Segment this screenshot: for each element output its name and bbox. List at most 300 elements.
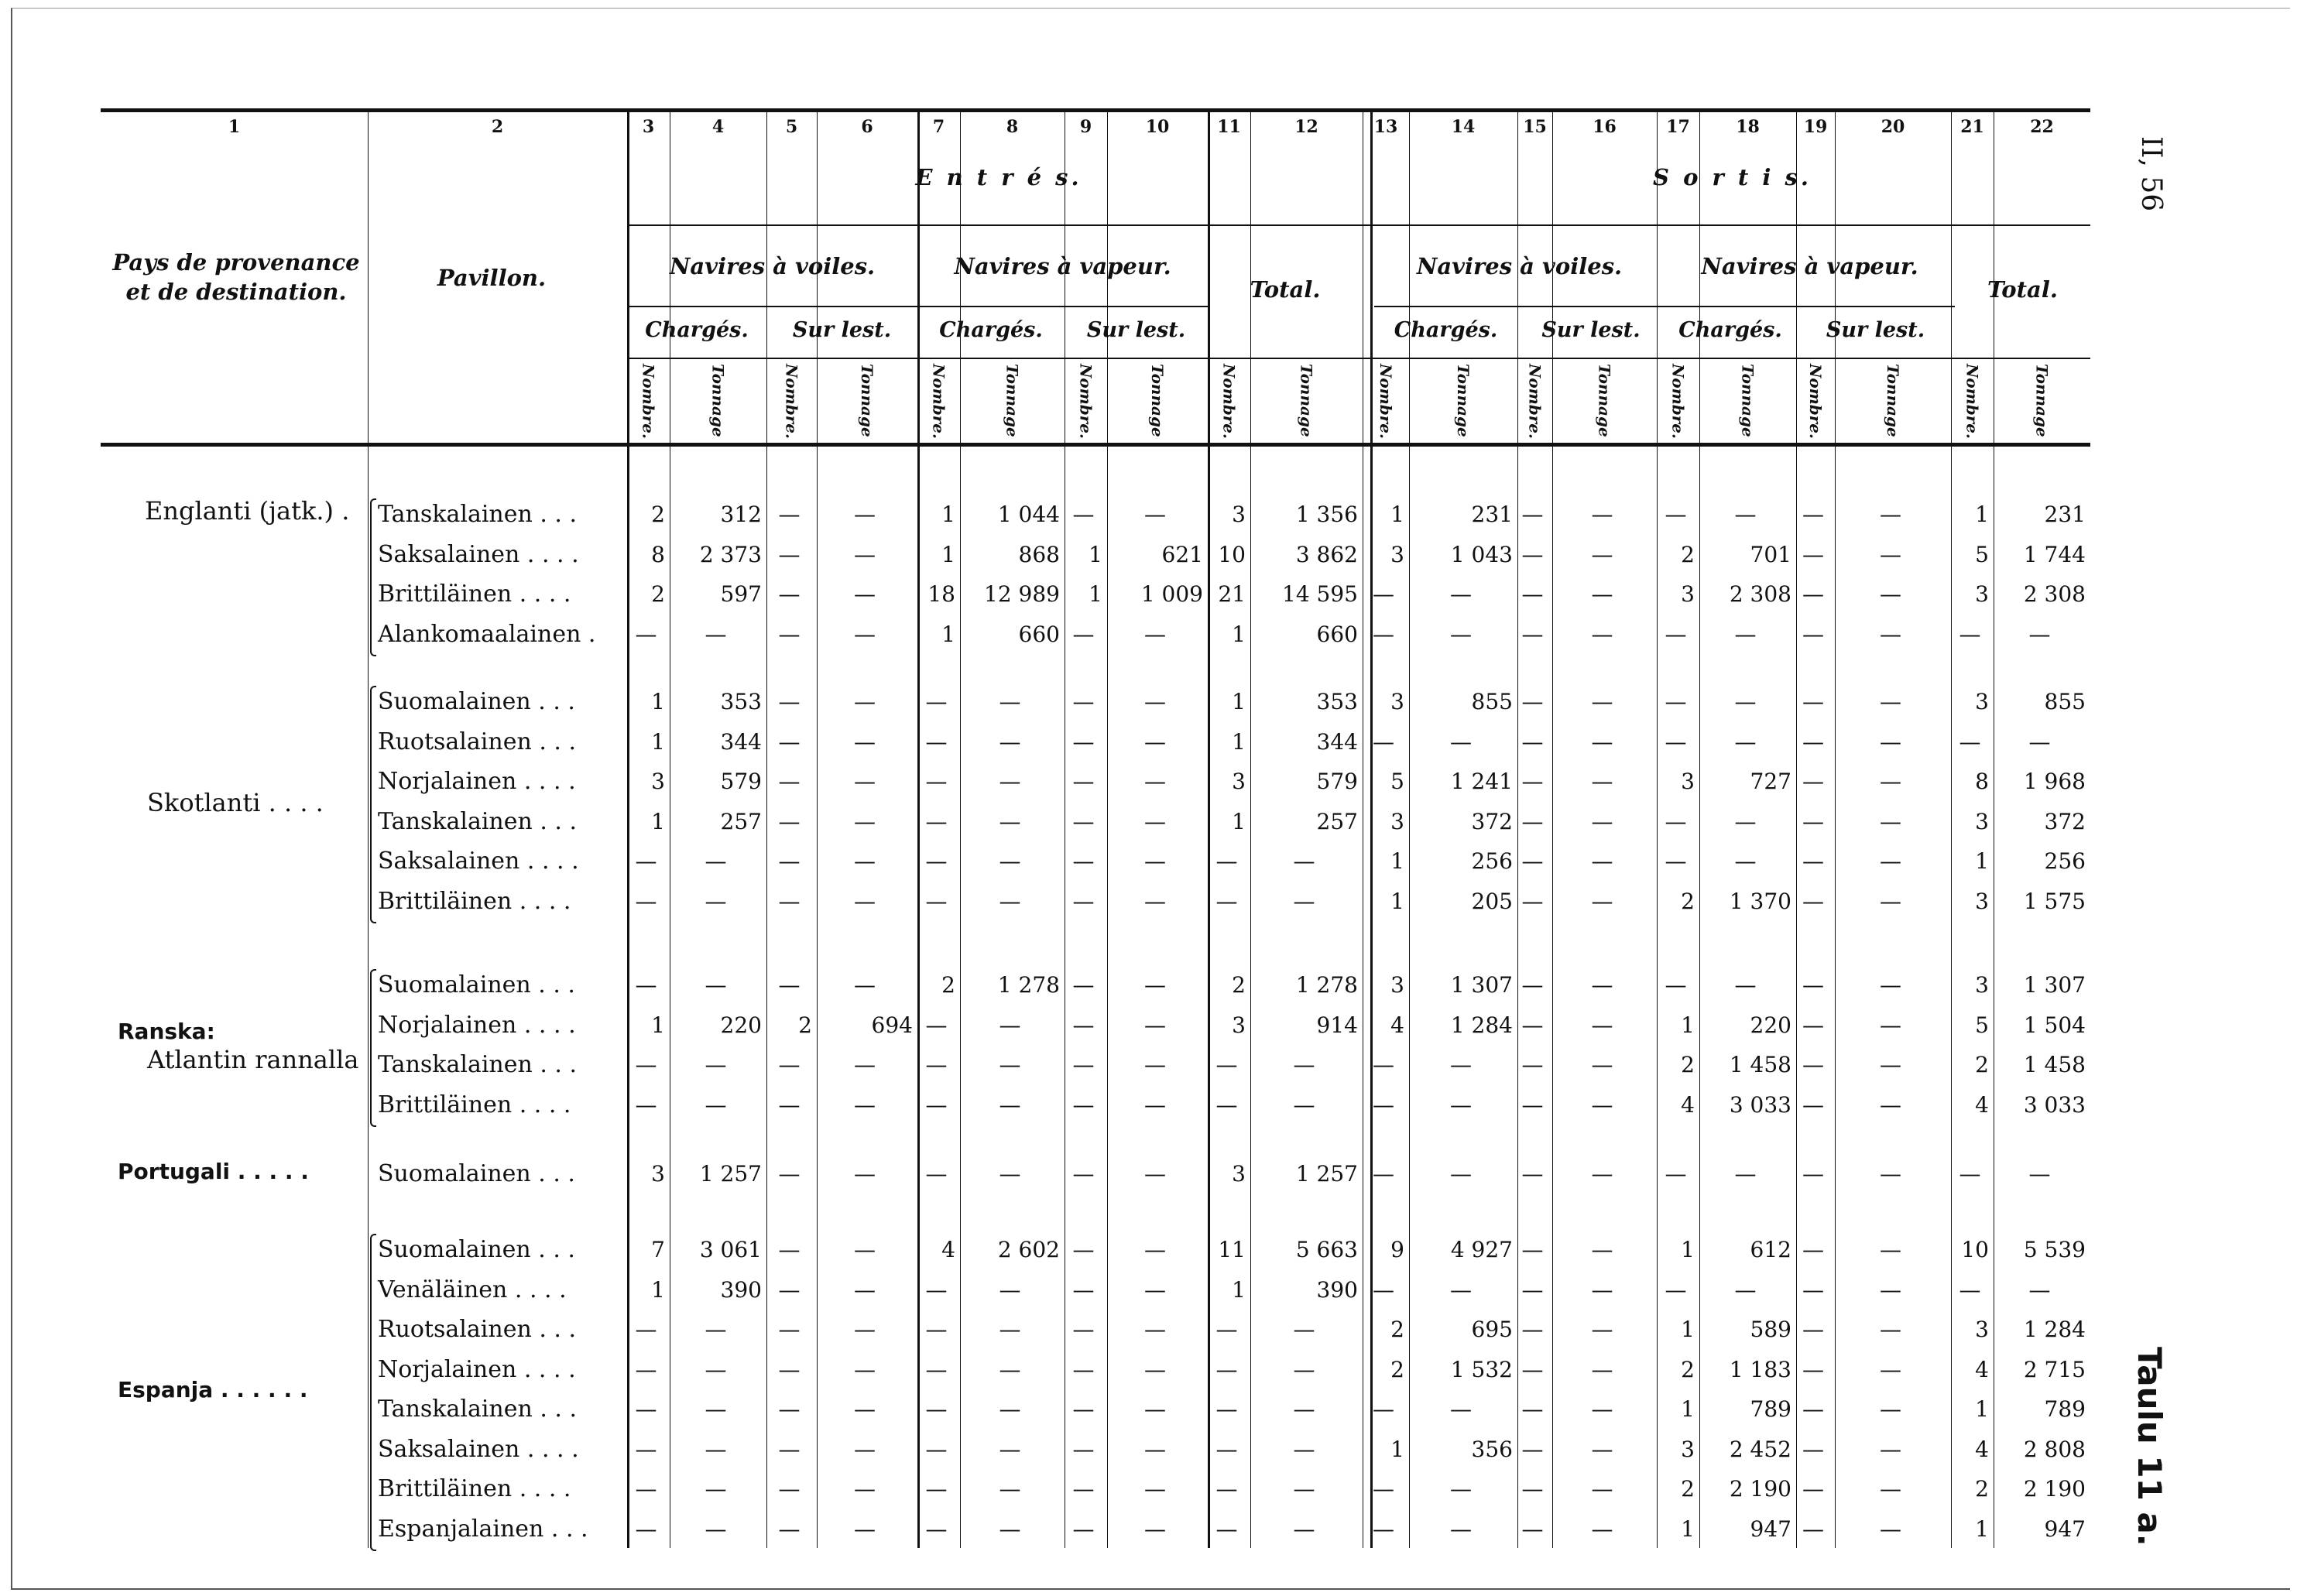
table-cell: — bbox=[1880, 848, 1901, 874]
table-cell: — bbox=[1215, 1396, 1238, 1422]
table-cell: 205 bbox=[1471, 888, 1513, 914]
table-cell: — bbox=[1802, 502, 1824, 527]
table-cell: 344 bbox=[720, 728, 762, 755]
table-cell: — bbox=[705, 848, 727, 874]
table-cell: — bbox=[1880, 1012, 1901, 1038]
flag-label: Suomalainen . . . bbox=[378, 688, 575, 715]
table-cell: — bbox=[635, 621, 657, 647]
table-cell: 3 bbox=[1681, 581, 1695, 607]
table-cell: — bbox=[854, 1052, 876, 1077]
table-cell: 1 bbox=[1089, 541, 1102, 567]
table-cell: — bbox=[778, 621, 801, 647]
table-cell: — bbox=[705, 972, 727, 998]
table-cell: — bbox=[1072, 808, 1095, 834]
table-cell: — bbox=[1521, 541, 1544, 567]
table-cell: — bbox=[1373, 728, 1394, 755]
table-cell: — bbox=[778, 1091, 801, 1118]
table-label: Taulu 11 a. bbox=[2131, 1347, 2169, 1546]
table-cell: — bbox=[1665, 502, 1687, 527]
table-cell: — bbox=[1215, 888, 1238, 914]
table-cell: — bbox=[1880, 1396, 1901, 1422]
table-cell: 1 307 bbox=[2023, 972, 2086, 998]
table-cell: 1 bbox=[1681, 1317, 1695, 1342]
table-cell: 4 bbox=[1975, 1436, 1989, 1462]
table-cell: — bbox=[1521, 1516, 1544, 1542]
table-cell: — bbox=[1293, 888, 1315, 914]
table-cell: 1 284 bbox=[1450, 1012, 1513, 1038]
table-cell: — bbox=[1072, 1091, 1095, 1118]
table-cell: — bbox=[778, 808, 801, 834]
table-cell: — bbox=[1959, 728, 1981, 755]
table-cell: — bbox=[778, 689, 801, 714]
table-cell: 14 595 bbox=[1282, 581, 1358, 607]
flag-label: Suomalainen . . . bbox=[378, 971, 575, 998]
table-cell: — bbox=[1880, 1317, 1901, 1342]
table-cell: — bbox=[1144, 1012, 1166, 1038]
table-cell: 4 bbox=[1390, 1012, 1404, 1038]
table-cell: 868 bbox=[1018, 541, 1060, 567]
table-cell: — bbox=[778, 1237, 801, 1262]
table-cell: — bbox=[1144, 848, 1166, 874]
table-cell: 1 532 bbox=[1450, 1356, 1513, 1382]
subheader-count: Nombre. bbox=[929, 364, 948, 439]
column-number: 5 bbox=[785, 117, 798, 137]
column-number: 14 bbox=[1451, 117, 1476, 137]
table-cell: 220 bbox=[1750, 1012, 1791, 1038]
table-cell: 1 bbox=[1390, 1436, 1404, 1462]
table-cell: — bbox=[1521, 1237, 1544, 1262]
table-cell: — bbox=[1144, 621, 1166, 647]
subheader-tonnage: Tonnage bbox=[1738, 364, 1757, 437]
table-cell: — bbox=[854, 972, 876, 998]
table-cell: — bbox=[1665, 848, 1687, 874]
table-cell: — bbox=[1802, 689, 1824, 714]
table-cell: — bbox=[1072, 728, 1095, 755]
table-cell: — bbox=[705, 1317, 727, 1342]
table-cell: — bbox=[1802, 888, 1824, 914]
table-cell: 2 bbox=[1390, 1317, 1404, 1342]
table-cell: 1 bbox=[1232, 728, 1246, 755]
flag-label: Norjalainen . . . . bbox=[378, 768, 576, 795]
table-cell: — bbox=[1072, 1317, 1095, 1342]
table-cell: 257 bbox=[1316, 808, 1358, 834]
table-cell: — bbox=[1450, 1516, 1472, 1542]
column-number: 20 bbox=[1881, 117, 1905, 137]
column-number: 10 bbox=[1145, 117, 1170, 137]
header-departures-total: Total. bbox=[1987, 276, 2058, 303]
table-cell: — bbox=[1072, 689, 1095, 714]
table-cell: — bbox=[1072, 1161, 1095, 1187]
table-cell: — bbox=[1072, 502, 1095, 527]
table-cell: 372 bbox=[1471, 808, 1513, 834]
table-cell: 701 bbox=[1750, 541, 1791, 567]
table-cell: — bbox=[1072, 1436, 1095, 1462]
table-cell: — bbox=[1072, 769, 1095, 794]
table-cell: 1 968 bbox=[2023, 769, 2086, 794]
table-cell: — bbox=[854, 1237, 876, 1262]
country-sublabel: Atlantin rannalla bbox=[147, 1045, 359, 1074]
table-cell: 1 bbox=[1089, 581, 1102, 607]
table-cell: — bbox=[635, 1476, 657, 1502]
table-cell: — bbox=[1215, 1516, 1238, 1542]
table-cell: 257 bbox=[720, 808, 762, 834]
table-cell: — bbox=[999, 808, 1021, 834]
table-cell: — bbox=[778, 502, 801, 527]
table-cell: — bbox=[1521, 1396, 1544, 1422]
table-cell: — bbox=[1144, 1396, 1166, 1422]
flag-label: Saksalainen . . . . bbox=[378, 540, 579, 568]
table-cell: 3 bbox=[651, 1161, 665, 1187]
table-cell: 1 504 bbox=[2023, 1012, 2086, 1038]
table-cell: 2 bbox=[1681, 1356, 1695, 1382]
table-cell: — bbox=[999, 1052, 1021, 1077]
table-cell: — bbox=[854, 808, 876, 834]
table-cell: — bbox=[1802, 1516, 1824, 1542]
table-cell: — bbox=[635, 1516, 657, 1542]
flag-label: Brittiläinen . . . . bbox=[378, 581, 571, 608]
country-label: Espanja . . . . . . bbox=[118, 1377, 308, 1402]
table-cell: — bbox=[635, 1091, 657, 1118]
table-cell: 1 bbox=[1681, 1237, 1695, 1262]
table-cell: 2 bbox=[1390, 1356, 1404, 1382]
table-cell: 1 bbox=[941, 621, 955, 647]
flag-label: Tanskalainen . . . bbox=[378, 1051, 578, 1078]
table-cell: 1 356 bbox=[1295, 502, 1358, 527]
table-cell: — bbox=[1880, 888, 1901, 914]
table-cell: — bbox=[705, 1091, 727, 1118]
table-cell: 855 bbox=[2044, 689, 2086, 714]
table-cell: 3 bbox=[1975, 581, 1989, 607]
table-cell: — bbox=[999, 1356, 1021, 1382]
flag-label: Norjalainen . . . . bbox=[378, 1011, 576, 1039]
table-cell: 3 bbox=[1390, 689, 1404, 714]
column-number: 2 bbox=[491, 117, 504, 137]
table-cell: 353 bbox=[1316, 689, 1358, 714]
table-cell: — bbox=[1072, 888, 1095, 914]
subheader-count: Nombre. bbox=[1806, 364, 1825, 439]
table-cell: — bbox=[1144, 808, 1166, 834]
table-cell: — bbox=[1665, 972, 1687, 998]
table-cell: — bbox=[1450, 1091, 1472, 1118]
table-cell: — bbox=[925, 888, 948, 914]
table-cell: — bbox=[1734, 1276, 1757, 1303]
table-cell: 220 bbox=[720, 1012, 762, 1038]
table-cell: — bbox=[1880, 621, 1901, 647]
table-cell: — bbox=[1144, 1476, 1166, 1502]
table-cell: — bbox=[1591, 1091, 1613, 1118]
table-cell: — bbox=[1591, 581, 1613, 607]
table-cell: 1 458 bbox=[1729, 1052, 1791, 1077]
column-number: 21 bbox=[1960, 117, 1984, 137]
table-cell: 1 bbox=[651, 1276, 665, 1303]
column-number: 7 bbox=[932, 117, 945, 137]
country-label: Portugali . . . . . bbox=[118, 1159, 309, 1184]
table-cell: 1 bbox=[1390, 502, 1404, 527]
table-cell: — bbox=[1293, 1516, 1315, 1542]
table-cell: — bbox=[1293, 1356, 1315, 1382]
flag-label: Tanskalainen . . . bbox=[378, 1396, 578, 1423]
table-cell: — bbox=[635, 1052, 657, 1077]
table-cell: — bbox=[1880, 541, 1901, 567]
table-cell: 8 bbox=[651, 541, 665, 567]
table-cell: 3 bbox=[1975, 808, 1989, 834]
table-cell: 1 bbox=[1975, 1396, 1989, 1422]
table-cell: — bbox=[635, 848, 657, 874]
table-cell: — bbox=[1144, 502, 1166, 527]
group-brace bbox=[370, 969, 376, 1127]
table-cell: — bbox=[1591, 1317, 1613, 1342]
table-cell: — bbox=[1802, 1436, 1824, 1462]
table-cell: — bbox=[1802, 1012, 1824, 1038]
table-cell: — bbox=[925, 1052, 948, 1077]
table-cell: — bbox=[925, 1516, 948, 1542]
table-cell: 2 bbox=[651, 502, 665, 527]
table-cell: — bbox=[1144, 1356, 1166, 1382]
table-cell: 1 bbox=[651, 728, 665, 755]
group-header-rule bbox=[627, 224, 2090, 226]
table-cell: 3 bbox=[1681, 1436, 1695, 1462]
table-cell: — bbox=[1450, 581, 1472, 607]
column-number: 22 bbox=[2030, 117, 2054, 137]
table-cell: — bbox=[1802, 581, 1824, 607]
table-cell: 3 bbox=[1390, 541, 1404, 567]
table-cell: 256 bbox=[2044, 848, 2086, 874]
table-cell: — bbox=[999, 689, 1021, 714]
table-cell: — bbox=[1665, 728, 1687, 755]
subheader-tonnage: Tonnage bbox=[1297, 364, 1316, 437]
table-cell: — bbox=[854, 848, 876, 874]
table-cell: 727 bbox=[1750, 769, 1791, 794]
table-cell: 855 bbox=[1471, 689, 1513, 714]
table-cell: — bbox=[925, 1396, 948, 1422]
column-number: 15 bbox=[1523, 117, 1547, 137]
table-cell: — bbox=[1144, 1436, 1166, 1462]
table-cell: 2 715 bbox=[2023, 1356, 2086, 1382]
subheader-ballast: Sur lest. bbox=[1541, 318, 1641, 342]
table-cell: 2 bbox=[1681, 1476, 1695, 1502]
subheader-loaded: Chargés. bbox=[645, 318, 749, 342]
subheader-rule bbox=[1374, 306, 1665, 307]
group-brace bbox=[370, 498, 376, 656]
table-cell: — bbox=[1373, 621, 1394, 647]
table-cell: — bbox=[1591, 689, 1613, 714]
flag-label: Suomalainen . . . bbox=[378, 1160, 575, 1187]
table-cell: — bbox=[1880, 1436, 1901, 1462]
table-cell: — bbox=[999, 888, 1021, 914]
flag-label: Brittiläinen . . . . bbox=[378, 1475, 571, 1502]
subheader-count: Nombre. bbox=[1377, 364, 1395, 439]
header-entries-total: Total. bbox=[1250, 276, 1321, 303]
table-cell: 21 bbox=[1218, 581, 1246, 607]
table-cell: 1 575 bbox=[2023, 888, 2086, 914]
header-departures-steam: Navires à vapeur. bbox=[1701, 253, 1918, 279]
subheader-ballast: Sur lest. bbox=[1826, 318, 1925, 342]
table-cell: — bbox=[1591, 621, 1613, 647]
table-cell: 2 308 bbox=[1729, 581, 1791, 607]
table-cell: 579 bbox=[720, 769, 762, 794]
table-cell: 3 bbox=[1232, 1161, 1246, 1187]
table-cell: 12 989 bbox=[984, 581, 1060, 607]
table-cell: — bbox=[1373, 1091, 1394, 1118]
table-cell: — bbox=[1802, 1396, 1824, 1422]
table-cell: — bbox=[705, 1516, 727, 1542]
table-cell: 3 bbox=[1232, 1012, 1246, 1038]
table-cell: — bbox=[1293, 1396, 1315, 1422]
table-cell: — bbox=[1665, 621, 1687, 647]
subheader-tonnage: Tonnage bbox=[1884, 364, 1902, 437]
table-cell: — bbox=[1802, 728, 1824, 755]
table-cell: — bbox=[1802, 1091, 1824, 1118]
header-flag bbox=[364, 263, 619, 293]
table-cell: — bbox=[1521, 689, 1544, 714]
table-cell: — bbox=[705, 1396, 727, 1422]
table-cell: — bbox=[1521, 502, 1544, 527]
page-reference: II, 56 bbox=[2135, 136, 2167, 212]
column-number: 1 bbox=[228, 117, 241, 137]
table-cell: 3 bbox=[1390, 972, 1404, 998]
table-cell: — bbox=[778, 1356, 801, 1382]
table-cell: — bbox=[778, 888, 801, 914]
table-cell: 11 bbox=[1218, 1237, 1246, 1262]
table-cell: — bbox=[1450, 621, 1472, 647]
subheader-tonnage: Tonnage bbox=[858, 364, 876, 437]
table-cell: — bbox=[1521, 1161, 1544, 1187]
table-cell: — bbox=[1591, 972, 1613, 998]
table-cell: — bbox=[1072, 1276, 1095, 1303]
table-cell: — bbox=[1591, 1356, 1613, 1382]
table-cell: — bbox=[2028, 1276, 2051, 1303]
column-number: 6 bbox=[861, 117, 873, 137]
table-cell: 1 bbox=[1681, 1516, 1695, 1542]
table-cell: 353 bbox=[720, 689, 762, 714]
group-brace bbox=[370, 1234, 376, 1551]
table-cell: 5 bbox=[1975, 541, 1989, 567]
table-cell: — bbox=[925, 1356, 948, 1382]
column-number: 18 bbox=[1736, 117, 1760, 137]
table-cell: 1 bbox=[651, 1012, 665, 1038]
table-cell: — bbox=[925, 1091, 948, 1118]
column-number: 11 bbox=[1217, 117, 1241, 137]
table-cell: 3 bbox=[1975, 689, 1989, 714]
table-cell: — bbox=[778, 1476, 801, 1502]
table-cell: 4 bbox=[1975, 1356, 1989, 1382]
table-cell: 1 bbox=[1232, 621, 1246, 647]
column-number: 9 bbox=[1079, 117, 1092, 137]
table-cell: — bbox=[1880, 1476, 1901, 1502]
table-cell: — bbox=[1293, 1052, 1315, 1077]
table-cell: — bbox=[1734, 848, 1757, 874]
column-number: 12 bbox=[1294, 117, 1318, 137]
table-cell: — bbox=[1144, 1317, 1166, 1342]
table-cell: — bbox=[1802, 541, 1824, 567]
table-cell: — bbox=[778, 1396, 801, 1422]
table-cell: 621 bbox=[1161, 541, 1203, 567]
table-cell: — bbox=[1591, 728, 1613, 755]
subheader-count: Nombre. bbox=[639, 364, 658, 439]
table-cell: 612 bbox=[1750, 1237, 1791, 1262]
country-label: Ranska: bbox=[118, 1019, 215, 1044]
table-cell: — bbox=[1215, 1091, 1238, 1118]
table-cell: 3 bbox=[1975, 888, 1989, 914]
table-cell: — bbox=[1880, 972, 1901, 998]
table-cell: 3 033 bbox=[1729, 1091, 1791, 1118]
table-cell: 1 284 bbox=[2023, 1317, 2086, 1342]
subheader-count: Nombre. bbox=[1668, 364, 1688, 439]
table-cell: — bbox=[925, 689, 948, 714]
table-cell: 789 bbox=[1750, 1396, 1791, 1422]
table-cell: — bbox=[1880, 502, 1901, 527]
table-cell: — bbox=[1373, 1396, 1394, 1422]
table-cell: — bbox=[1144, 1052, 1166, 1077]
table-cell: 256 bbox=[1471, 848, 1513, 874]
table-cell: 1 183 bbox=[1729, 1356, 1791, 1382]
table-cell: — bbox=[999, 1476, 1021, 1502]
table-cell: 1 bbox=[651, 689, 665, 714]
table-cell: — bbox=[925, 848, 948, 874]
table-cell: 3 061 bbox=[699, 1237, 762, 1262]
table-cell: — bbox=[705, 1356, 727, 1382]
subheader-tonnage: Tonnage bbox=[1003, 364, 1022, 437]
table-cell: — bbox=[1802, 848, 1824, 874]
table-cell: 3 bbox=[1390, 808, 1404, 834]
table-cell: — bbox=[1591, 1516, 1613, 1542]
country-label: Englanti (jatk.) . bbox=[145, 496, 350, 526]
table-cell: 2 bbox=[941, 972, 955, 998]
header-country bbox=[108, 248, 364, 307]
table-cell: 4 bbox=[1975, 1091, 1989, 1118]
subheader-tonnage: Tonnage bbox=[1148, 364, 1167, 437]
table-cell: — bbox=[1591, 1276, 1613, 1303]
table-cell: 1 458 bbox=[2023, 1052, 2086, 1077]
table-cell: — bbox=[1072, 1396, 1095, 1422]
table-cell: — bbox=[635, 972, 657, 998]
table-cell: 1 bbox=[1975, 502, 1989, 527]
table-cell: 2 373 bbox=[699, 541, 762, 567]
table-cell: — bbox=[635, 888, 657, 914]
table-cell: — bbox=[1521, 888, 1544, 914]
table-cell: — bbox=[999, 1396, 1021, 1422]
subheader-rule bbox=[917, 306, 1208, 307]
country-label: Skotlanti . . . . bbox=[147, 787, 324, 817]
table-cell: — bbox=[1591, 808, 1613, 834]
table-cell: — bbox=[925, 1436, 948, 1462]
table-cell: — bbox=[854, 1091, 876, 1118]
table-cell: — bbox=[1880, 581, 1901, 607]
table-cell: 390 bbox=[720, 1276, 762, 1303]
table-cell: 2 bbox=[1681, 888, 1695, 914]
table-cell: — bbox=[1802, 1052, 1824, 1077]
table-cell: — bbox=[1521, 581, 1544, 607]
table-cell: 1 bbox=[651, 808, 665, 834]
table-cell: — bbox=[635, 1396, 657, 1422]
table-cell: 660 bbox=[1018, 621, 1060, 647]
table-cell: 3 bbox=[1232, 502, 1246, 527]
table-cell: 579 bbox=[1316, 769, 1358, 794]
table-cell: 947 bbox=[1750, 1516, 1791, 1542]
table-cell: — bbox=[1802, 1161, 1824, 1187]
table-cell: — bbox=[1521, 1436, 1544, 1462]
table-cell: — bbox=[999, 1091, 1021, 1118]
table-cell: 1 278 bbox=[997, 972, 1060, 998]
table-cell: — bbox=[1959, 621, 1981, 647]
table-cell: 1 257 bbox=[699, 1161, 762, 1187]
table-cell: — bbox=[1373, 1516, 1394, 1542]
table-cell: — bbox=[1144, 1516, 1166, 1542]
table-cell: — bbox=[1521, 728, 1544, 755]
column-number: 16 bbox=[1593, 117, 1617, 137]
column-number: 4 bbox=[711, 117, 725, 137]
subheader-rule bbox=[1665, 306, 1955, 307]
